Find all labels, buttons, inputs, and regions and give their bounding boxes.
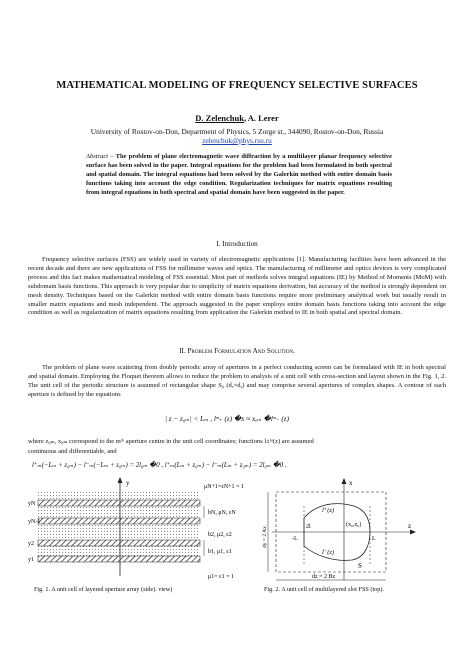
fig1-param-2: b2, μ2, ε2 bbox=[208, 532, 232, 538]
abstract-label: Abstract bbox=[86, 153, 109, 160]
fig2-minus-L-label: -L bbox=[292, 536, 298, 542]
paper-title: MATHEMATICAL MODELING OF FREQUENCY SELECTIVE SURFACES bbox=[56, 80, 418, 91]
figure-2-slot-fss bbox=[262, 476, 462, 586]
fig1-param-n: bN, μN, εN bbox=[208, 510, 236, 516]
fig2-x-label: x bbox=[349, 479, 353, 487]
abstract-text: The problem of plane electromagnetic wave diffraction by a multilayer planar frequency selective surface has been solved in the paper. Integral equations for the problem had been formulated in both spectral and spatial domain. The integral equations had been solved by the Galerkin method with entire domain basis functions taking into account the edge condition. Regularization techniques for matrix equations resulting from integral equations in both spectral and spatial domain have been suggested in the paper. bbox=[86, 153, 392, 196]
section-heading-formulation: II. Problem Formulation And Solution. bbox=[179, 347, 295, 355]
fig2-l-minus-label: l⁻(z) bbox=[322, 549, 335, 556]
figure-1-layered-array bbox=[28, 476, 248, 586]
fig1-screen-2 bbox=[38, 540, 200, 546]
introduction-paragraph: Frequency selective surfaces (FSS) are widely used in variety of electromagnetic applications [1]. Manufacturing facilities have been advanced in the recent decade and there are new applications of FSS for millimeter waves and optics. The manufacturing of millimeter and optics devices is very complicated process and this fact makes mathematical modeling of FSS essential. Most part of methods solves integral equations (IE) by Method of Moments (MoM) with subdomain basis functions. This approach is very popular due to simplicity of matrix equations derivation, but accuracy of the method is strongly dependent on mesh density. Techniques based on the Galerkin method with entire domain basis functions require more preliminary analytical work but usually result in smaller matrix equations and mesh independent. The approach suggested in the paper employs entire domain basis functions taking into account the edge condition as well as regularization of matrix equations resulting from application the Galerkin method to IE in both spatial and spectral domain. bbox=[28, 256, 446, 317]
section-heading-introduction: I. Introduction bbox=[216, 240, 258, 248]
fig1-label-yN1: yN-1 bbox=[28, 519, 41, 525]
fig1-layer-mid bbox=[38, 524, 200, 540]
abstract-dash: – bbox=[108, 153, 116, 160]
fig1-label-y2: y2 bbox=[28, 541, 34, 547]
fig1-label-yN: yN bbox=[28, 501, 36, 507]
equation-aperture-contour: | z − z₀ₘ| < Lₘ , lᵐ₊ (z) �x ≈ xₒₘ �lᵐ₋ (z) bbox=[165, 415, 289, 423]
figure-1-caption: Fig. 1. A unit cell of layered aperture array (side). view) bbox=[34, 586, 173, 593]
where-clause: where z₀ₘ, x₀ₘ correspond to the mᵗʰ aperture centre in the unit cell coordinates; functions l±ᵐ(z) are assumed bbox=[28, 438, 314, 445]
fig1-param-1: b1, μ1, ε1 bbox=[208, 549, 232, 555]
fig1-screen-n1 bbox=[38, 518, 200, 524]
fig2-x-arrow-icon bbox=[342, 478, 347, 484]
fig1-label-y1: y1 bbox=[28, 557, 34, 563]
continuity-clause: continuous and differentiable, and bbox=[28, 448, 117, 455]
affiliation: University of Rostov-on-Don, Department of Physics, 5 Zorge st., 344090, Rostov-on-Don, Russia bbox=[90, 127, 384, 136]
fig2-dy-label: dy = 2 Ax bbox=[262, 526, 268, 548]
fig2-2l-label: 2l bbox=[306, 524, 311, 530]
equation-edge-condition: l⁺ₘ(−Lₘ + z₀ₘ) − l⁻ₘ(−Lₘ + z₀ₘ) = 2l₀ₘ �0 , l⁺ₘ(Lₘ + z₀ₘ) − l⁻ₘ(Lₘ + z₀ₘ) = 2l₀ₘ �0 . bbox=[32, 462, 287, 469]
fig2-dz-label: dz = 2 Bz bbox=[312, 574, 336, 580]
fig2-S-label: S bbox=[358, 562, 362, 570]
fig2-z-label: z bbox=[408, 522, 412, 530]
author-lerer: A. Lerer bbox=[247, 113, 279, 123]
formulation-paragraph: The problem of plane wave scattering from doubly periodic array of apertures in a perfect conducting screen can be formulated with IE in both spectral and spatial domain. Employing the Floquet theorem allows to reduce the problem to analysis of a unit cell with cross-section and layout shown in the Fig. 1, 2. The unit cell of the periodic structure is assumed of rectangular shape S₀ (dₓ×dᵧ) and may comprise several apertures of complex shapes. A contour of each aperture is defined by the equations bbox=[28, 364, 446, 398]
author-email-link[interactable]: zelenchuk@phys.rsu.ru bbox=[202, 136, 272, 145]
fig2-L-label: L bbox=[372, 536, 376, 542]
abstract bbox=[86, 153, 392, 198]
fig1-y-label: y bbox=[126, 479, 130, 487]
fig1-param-bottom: μ1= ε1 = 1 bbox=[208, 574, 235, 580]
fig2-center-label: (x₀,z₀) bbox=[346, 522, 362, 528]
figure-2-caption: Fig. 2. A unit cell of multilayered slot FSS (top). bbox=[264, 586, 384, 593]
fig1-layer-n bbox=[38, 506, 200, 518]
fig1-screen-1 bbox=[38, 556, 200, 562]
fig2-l-plus-label: l⁺(z) bbox=[322, 507, 335, 514]
fig1-param-top: μN+1=εN+1 = 1 bbox=[204, 484, 244, 490]
author-zelenchuk: D. Zelenchuk bbox=[195, 113, 244, 123]
paper-authors bbox=[0, 113, 474, 123]
fig1-layer-top-dielectric bbox=[38, 490, 200, 500]
fig2-z-arrow-icon bbox=[410, 530, 416, 535]
fig1-layer-1 bbox=[38, 546, 200, 556]
author-separator: , bbox=[243, 113, 248, 123]
fig1-screen-n bbox=[38, 500, 200, 506]
fig1-y-arrow-icon bbox=[118, 477, 123, 483]
